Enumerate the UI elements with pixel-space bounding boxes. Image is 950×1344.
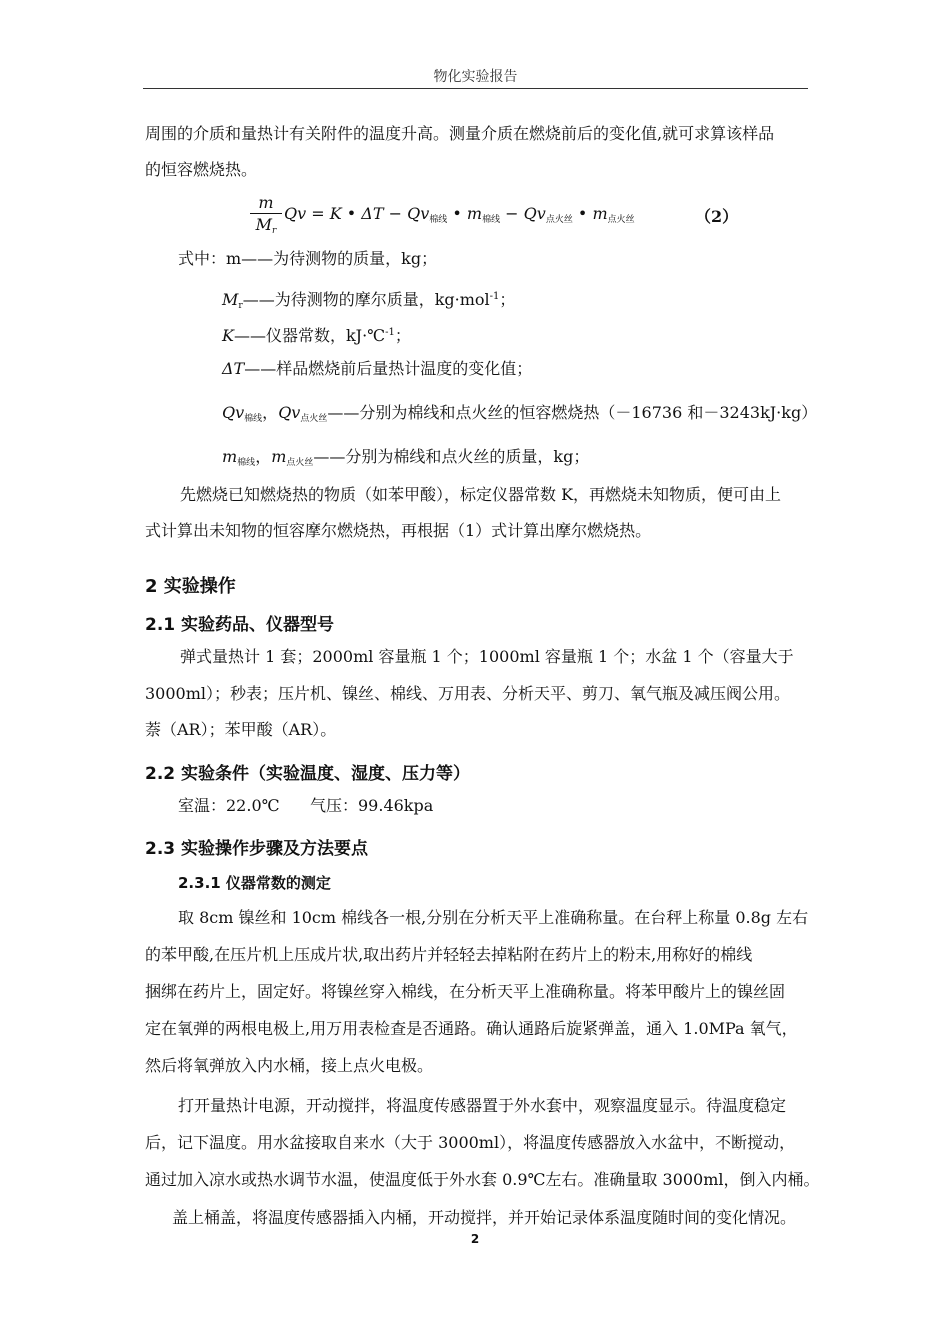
section-2-1-title: 2.1 实验药品、仪器型号 [145,615,335,635]
section-2-3-title: 2.3 实验操作步骤及方法要点 [145,839,369,859]
intro-line-2: 的恒容燃烧热。 [145,160,258,179]
qv-symbol-1: Qv [222,403,245,422]
m2-text: ——分别为棉线和点火丝的质量，kg； [313,447,590,466]
mr-sub: r [238,301,243,311]
section-2-title: 2 实验操作 [145,576,236,597]
denominator-sub: r [272,226,277,236]
eq-dot-1: • [447,204,467,223]
m2-symbol-1: m [222,447,238,466]
def-qv-line [222,403,817,429]
page-number: 2 [470,1232,480,1246]
mr-end: ； [499,290,516,309]
p2-line-1: 打开量热计电源，开动搅拌，将温度传感器置于外水套中，观察温度显示。待温度稳定 [178,1096,787,1115]
eq-qv-3: Qv [523,204,546,223]
eq-m-2: m [592,204,608,223]
qv-sep: ， [262,403,279,422]
m2-sep: ， [255,447,272,466]
eq-qv-2: Qv [407,204,430,223]
equation-denominator [250,214,282,234]
p3-line-1: 盖上桶盖，将温度传感器插入内桶，开动搅拌，并开始记录体系温度随时间的变化情况。 [172,1208,797,1227]
s21-line-2: 3000ml）；秒表；压片机、镍丝、棉线、万用表、分析天平、剪刀、氧气瓶及减压阀公用。 [145,684,791,703]
p2-line-3: 通过加入凉水或热水调节水温，使温度低于外水套 0.9℃左右。准确量取 3000ml，倒入内桶。 [145,1170,820,1189]
qv-text: ——分别为棉线和点火丝的恒容燃烧热（－16736 和－3243kJ·kg） [327,403,818,422]
p1-line-3: 捆绑在药片上，固定好。将镍丝穿入棉线，在分析天平上准确称量。将苯甲酸片上的镍丝固 [145,982,786,1001]
mr-text: ——为待测物的摩尔质量，kg·mol [242,290,490,309]
eq-minus: − [500,204,524,223]
def-mr-line [222,287,515,316]
page-header: 物化实验报告 [433,69,518,85]
dt-text: ——样品燃烧前后量热计温度的变化值； [244,359,533,378]
section-2-2-title: 2.2 实验条件（实验温度、湿度、压力等） [145,764,471,784]
p1-line-4: 定在氧弹的两根电极上,用万用表检查是否通路。确认通路后旋紧弹盖，通入 1.0MPa 氧气， [145,1019,798,1038]
eq-sub-4: 点火丝 [607,215,635,225]
eq-sub-2: 棉线 [482,215,501,225]
room-temperature: 室温：22.0℃ [178,796,280,815]
m2-symbol-2: m [271,447,287,466]
eq-dot-2: • [572,204,593,223]
def-m2-line [222,447,589,473]
equation-fraction [250,193,282,234]
def-dt-line [222,359,532,379]
air-pressure: 气压：99.46kpa [310,796,434,815]
denominator-symbol: M [255,215,273,234]
def-m-line: 式中：m——为待测物的质量，kg； [178,249,438,268]
m2-sub-1: 棉线 [237,458,256,468]
qv-symbol-2: Qv [278,403,301,422]
k-symbol: K [222,326,234,345]
eq-equals-part: = K • ΔT − [306,204,408,223]
m2-sub-2: 点火丝 [286,458,314,468]
mr-sup: -1 [489,291,500,302]
qv-sub-2: 点火丝 [300,414,328,424]
k-text: ——仪器常数，kJ·℃ [233,326,386,345]
eq-qv-1: Qv [284,204,307,223]
equation-body [284,204,635,225]
qv-sub-1: 棉线 [244,414,263,424]
section-2-3-1-title: 2.3.1 仪器常数的测定 [178,874,331,892]
p1-line-1: 取 8cm 镍丝和 10cm 棉线各一根,分别在分析天平上准确称量。在台秤上称量 0.8g 左右 [178,908,809,927]
p2-line-2: 后，记下温度。用水盆接取自来水（大于 3000ml），将温度传感器放入水盆中，不断搅动， [145,1133,796,1152]
p1-line-2: 的苯甲酸,在压片机上压成片状,取出药片并轻轻去掉粘附在药片上的粉末,用称好的棉线 [145,945,753,964]
s21-line-3: 萘（AR）；苯甲酸（AR）。 [145,720,337,739]
intro-line-1: 周围的介质和量热计有关附件的温度升高。测量介质在燃烧前后的变化值,就可求算该样品 [145,124,775,143]
k-sup: -1 [385,327,395,338]
equation-number: （2） [695,207,739,226]
s21-line-1: 弹式量热计 1 套；2000ml 容量瓶 1 个；1000ml 容量瓶 1 个；水盆 1 个（容量大于 [180,647,794,666]
method-line-1: 先燃烧已知燃烧热的物质（如苯甲酸），标定仪器常数 K，再燃烧未知物质，便可由上 [180,485,782,504]
eq-sub-1: 棉线 [429,215,448,225]
def-k-line [222,323,411,346]
eq-m-1: m [466,204,483,223]
k-end: ； [394,326,411,345]
dt-symbol: ΔT [222,359,245,378]
header-rule [143,88,808,89]
equation-numerator: m [250,193,282,214]
eq-sub-3: 点火丝 [545,215,573,225]
p1-line-5: 然后将氧弹放入内水桶，接上点火电极。 [145,1056,434,1075]
mr-symbol: M [222,290,239,309]
method-line-2: 式计算出未知物的恒容摩尔燃烧热，再根据（1）式计算出摩尔燃烧热。 [145,521,652,540]
